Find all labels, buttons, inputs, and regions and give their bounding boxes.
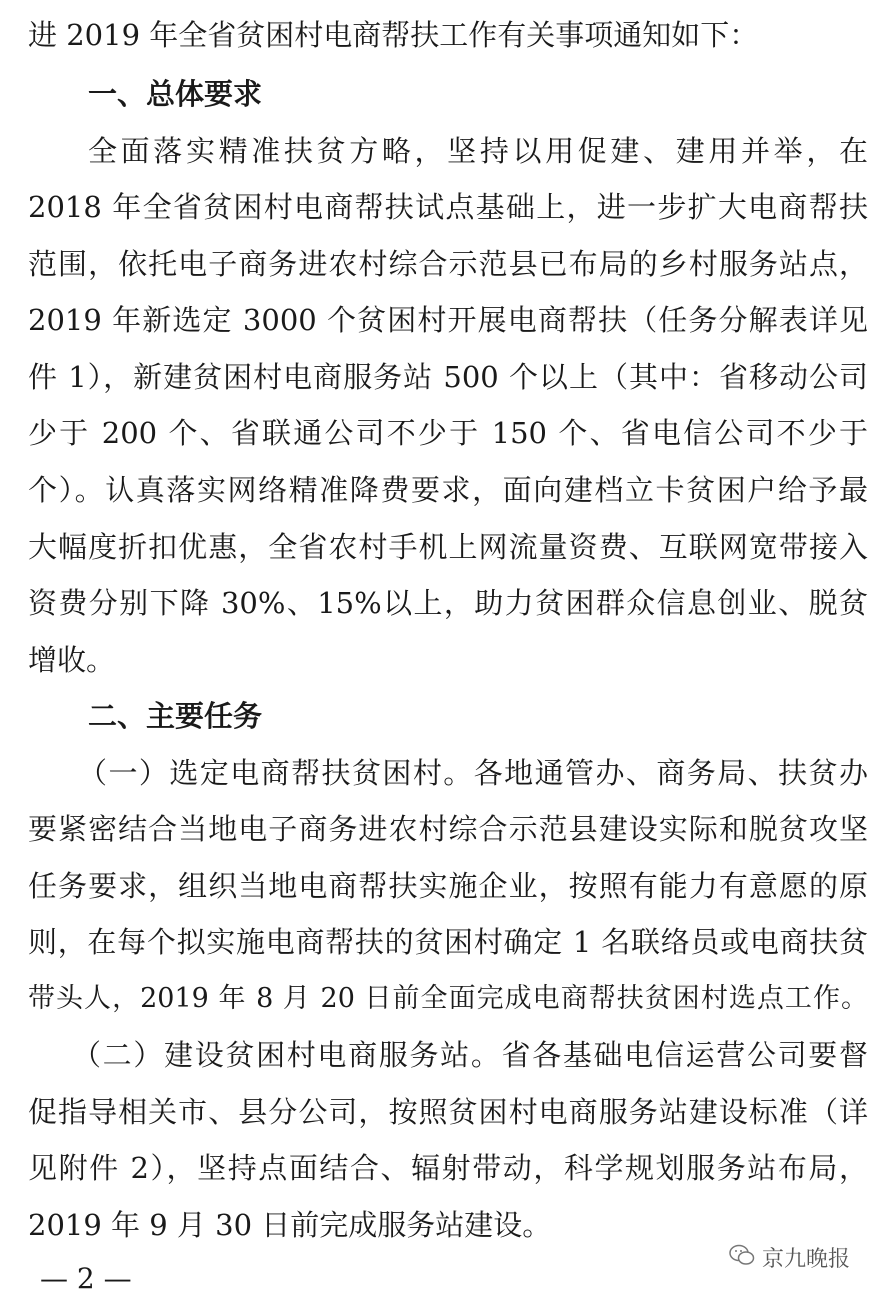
paragraph-line: 见附件 2），坚持点面结合、辐射带动，科学规划服务站布局，	[28, 1151, 868, 1185]
paragraph-line: 增收。	[28, 643, 116, 677]
paragraph-line: 2019 年新选定 3000 个贫困村开展电商帮扶（任务分解表详见	[28, 303, 868, 337]
section-heading: 二、主要任务	[88, 699, 263, 733]
paragraph-line: 促指导相关市、县分公司，按照贫困村电商服务站建设标准（详	[28, 1095, 868, 1129]
paragraph-line: 2018 年全省贫困村电商帮扶试点基础上，进一步扩大电商帮扶	[28, 190, 868, 224]
paragraph-line: 大幅度折扣优惠，全省农村手机上网流量资费、互联网宽带接入	[28, 530, 868, 564]
watermark-text: 京九晚报	[762, 1247, 851, 1272]
paragraph-line: 个）。认真落实网络精准降费要求，面向建档立卡贫困户给予最	[28, 473, 868, 507]
paragraph-line: 范围，依托电子商务进农村综合示范县已布局的乡村服务站点，	[28, 247, 868, 281]
paragraph-line: 件 1），新建贫困村电商服务站 500 个以上（其中：省移动公司	[28, 360, 868, 394]
text-line: 进 2019 年全省贫困村电商帮扶工作有关事项通知如下：	[28, 18, 759, 52]
paragraph-line: 少于 200 个、省联通公司不少于 150 个、省电信公司不少于	[28, 416, 868, 450]
paragraph-line: 带头人，2019 年 8 月 20 日前全面完成电商帮扶贫困村选点工作。	[28, 983, 868, 1014]
paragraph-line: 则，在每个拟实施电商帮扶的贫困村确定 1 名联络员或电商扶贫	[28, 925, 868, 959]
paragraph-line: 要紧密结合当地电子商务进农村综合示范县建设实际和脱贫攻坚	[28, 812, 868, 846]
section-heading: 一、总体要求	[88, 77, 263, 111]
watermark	[728, 1242, 850, 1273]
paragraph-line: （一）选定电商帮扶贫困村。各地通管办、商务局、扶贫办	[78, 756, 868, 790]
paragraph-line: 资费分别下降 30%、15%以上，助力贫困群众信息创业、脱贫	[28, 586, 868, 620]
paragraph-line: （二）建设贫困村电商服务站。省各基础电信运营公司要督	[72, 1038, 868, 1072]
paragraph-line: 任务要求，组织当地电商帮扶实施企业，按照有能力有意愿的原	[28, 869, 868, 903]
wechat-icon	[728, 1243, 756, 1273]
paragraph-line: 全面落实精准扶贫方略，坚持以用促建、建用并举，在	[88, 134, 868, 168]
page-number: — 2 —	[40, 1262, 132, 1295]
paragraph-line: 2019 年 9 月 30 日前完成服务站建设。	[28, 1208, 552, 1242]
